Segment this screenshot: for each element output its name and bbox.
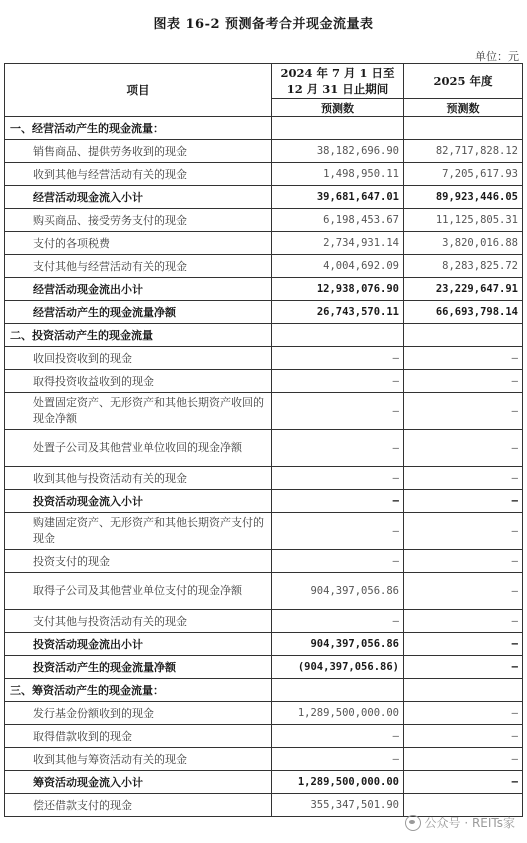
row-label: 发行基金份额收到的现金 [5, 702, 272, 725]
table-row [5, 232, 523, 255]
value-period1 [272, 117, 404, 140]
value-period1 [272, 679, 404, 702]
table-row [5, 725, 523, 748]
table-row [5, 679, 523, 702]
row-label: 收回投资收到的现金 [5, 347, 272, 370]
table-row [5, 324, 523, 347]
value-period2: – [404, 656, 523, 679]
value-period1: 355,347,501.90 [272, 794, 404, 817]
value-period2: – [404, 748, 523, 771]
table-title: 图表 16-2 预测备考合并现金流量表 [153, 17, 374, 32]
table-row [5, 633, 523, 656]
value-period2: – [404, 430, 523, 467]
table-row [5, 610, 523, 633]
value-period1: – [272, 490, 404, 513]
value-period1: 904,397,056.86 [272, 633, 404, 656]
value-period1: 12,938,076.90 [272, 278, 404, 301]
table-row [5, 748, 523, 771]
value-period1: 26,743,570.11 [272, 301, 404, 324]
value-period1: – [272, 370, 404, 393]
value-period1: 6,198,453.67 [272, 209, 404, 232]
value-period1: – [272, 725, 404, 748]
table-row [5, 209, 523, 232]
row-label: 处置固定资产、无形资产和其他长期资产收回的现金净额 [5, 393, 272, 430]
row-label: 投资活动产生的现金流量净额 [5, 656, 272, 679]
value-period2: 82,717,828.12 [404, 140, 523, 163]
value-period1: 1,289,500,000.00 [272, 771, 404, 794]
value-period2: – [404, 393, 523, 430]
cash-flow-table [4, 63, 523, 817]
value-period2: 3,820,016.88 [404, 232, 523, 255]
wechat-icon [405, 815, 421, 831]
row-label: 支付的各项税费 [5, 232, 272, 255]
value-period1 [272, 324, 404, 347]
row-label: 投资活动现金流入小计 [5, 490, 272, 513]
table-row [5, 513, 523, 550]
row-label: 支付其他与投资活动有关的现金 [5, 610, 272, 633]
value-period1: (904,397,056.86) [272, 656, 404, 679]
row-label: 购买商品、接受劳务支付的现金 [5, 209, 272, 232]
row-label: 购建固定资产、无形资产和其他长期资产支付的现金 [5, 513, 272, 550]
value-period2 [404, 117, 523, 140]
table-row [5, 573, 523, 610]
value-period2: – [404, 513, 523, 550]
value-period2: – [404, 771, 523, 794]
row-label: 经营活动产生的现金流量净额 [5, 301, 272, 324]
value-period2: 89,923,446.05 [404, 186, 523, 209]
row-label: 处置子公司及其他营业单位收回的现金净额 [5, 430, 272, 467]
table-row [5, 117, 523, 140]
table-row [5, 393, 523, 430]
value-period2: 11,125,805.31 [404, 209, 523, 232]
row-label: 收到其他与筹资活动有关的现金 [5, 748, 272, 771]
value-period2: – [404, 550, 523, 573]
value-period2: – [404, 573, 523, 610]
value-period1: 38,182,696.90 [272, 140, 404, 163]
table-row [5, 163, 523, 186]
table-row [5, 140, 523, 163]
value-period2: – [404, 610, 523, 633]
value-period2 [404, 324, 523, 347]
value-period2: 23,229,647.91 [404, 278, 523, 301]
table-row [5, 370, 523, 393]
table-row [5, 467, 523, 490]
header-forecast2: 预测数 [404, 99, 523, 117]
header-period1: 2024 年 7 月 1 日至 12 月 31 日止期间 [272, 64, 404, 99]
value-period2: – [404, 467, 523, 490]
header-item: 项目 [5, 64, 272, 117]
value-period1: 1,289,500,000.00 [272, 702, 404, 725]
table-row [5, 301, 523, 324]
value-period1: – [272, 430, 404, 467]
value-period1: – [272, 393, 404, 430]
row-label: 取得子公司及其他营业单位支付的现金净额 [5, 573, 272, 610]
watermark [405, 814, 516, 831]
row-label: 偿还借款支付的现金 [5, 794, 272, 817]
row-label: 销售商品、提供劳务收到的现金 [5, 140, 272, 163]
table-row [5, 550, 523, 573]
row-label: 一、经营活动产生的现金流量： [5, 117, 272, 140]
value-period2 [404, 679, 523, 702]
table-row [5, 278, 523, 301]
table-row [5, 430, 523, 467]
table-row [5, 255, 523, 278]
value-period2: 8,283,825.72 [404, 255, 523, 278]
row-label: 二、投资活动产生的现金流量 [5, 324, 272, 347]
value-period2: – [404, 490, 523, 513]
value-period1: – [272, 610, 404, 633]
value-period1: 2,734,931.14 [272, 232, 404, 255]
header-period2: 2025 年度 [404, 64, 523, 99]
value-period2: – [404, 702, 523, 725]
table-row [5, 771, 523, 794]
row-label: 经营活动现金流出小计 [5, 278, 272, 301]
table-row [5, 702, 523, 725]
header-forecast1: 预测数 [272, 99, 404, 117]
value-period1: 1,498,950.11 [272, 163, 404, 186]
row-label: 收到其他与投资活动有关的现金 [5, 467, 272, 490]
value-period1: 39,681,647.01 [272, 186, 404, 209]
value-period2: – [404, 370, 523, 393]
value-period1: – [272, 513, 404, 550]
row-label: 筹资活动现金流入小计 [5, 771, 272, 794]
value-period2: – [404, 725, 523, 748]
value-period1: 904,397,056.86 [272, 573, 404, 610]
value-period1: – [272, 347, 404, 370]
value-period1: 4,004,692.09 [272, 255, 404, 278]
value-period1: – [272, 467, 404, 490]
row-label: 取得借款收到的现金 [5, 725, 272, 748]
value-period1: – [272, 550, 404, 573]
row-label: 投资活动现金流出小计 [5, 633, 272, 656]
value-period2: 66,693,798.14 [404, 301, 523, 324]
value-period2: – [404, 347, 523, 370]
watermark-text: 公众号 · REITs家 [424, 816, 515, 830]
row-label: 三、筹资活动产生的现金流量： [5, 679, 272, 702]
row-label: 收到其他与经营活动有关的现金 [5, 163, 272, 186]
row-label: 经营活动现金流入小计 [5, 186, 272, 209]
value-period2: 7,205,617.93 [404, 163, 523, 186]
table-row [5, 347, 523, 370]
value-period2: – [404, 633, 523, 656]
table-row [5, 490, 523, 513]
table-row [5, 186, 523, 209]
unit-label: 单位：元 [475, 50, 519, 63]
table-row [5, 656, 523, 679]
row-label: 取得投资收益收到的现金 [5, 370, 272, 393]
row-label: 投资支付的现金 [5, 550, 272, 573]
table-body [5, 117, 523, 817]
row-label: 支付其他与经营活动有关的现金 [5, 255, 272, 278]
value-period1: – [272, 748, 404, 771]
